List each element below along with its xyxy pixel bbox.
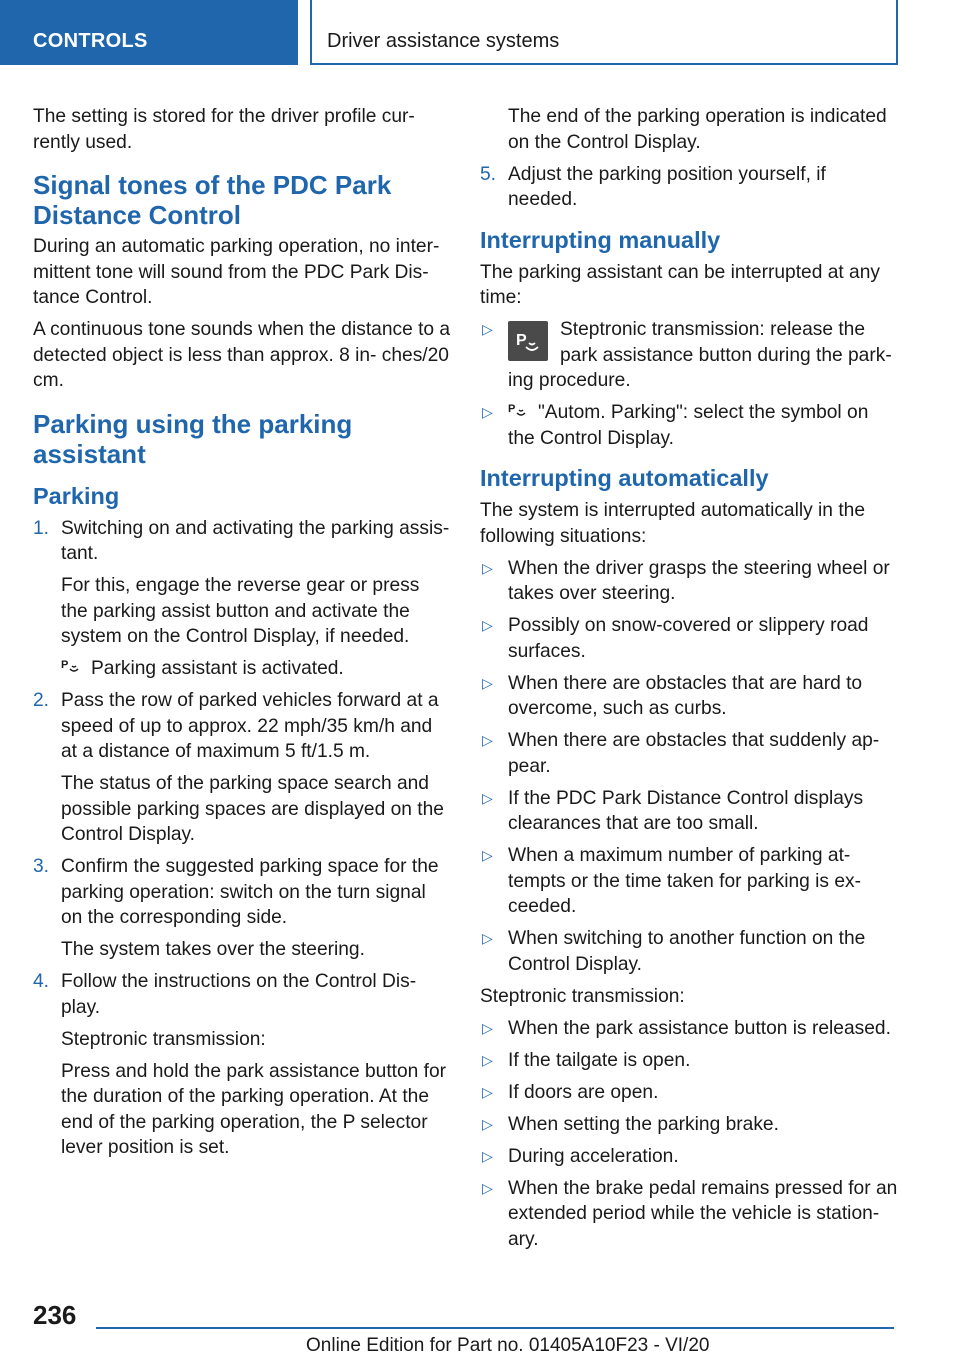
auto-item bbox=[480, 671, 900, 722]
parking-assistant-icon bbox=[61, 657, 83, 677]
bullet-triangle-icon: ▷ bbox=[482, 404, 493, 420]
bullet-triangle-icon: ▷ bbox=[482, 617, 493, 633]
auto-item-text: Possibly on snow-covered or slippery road surfaces. bbox=[508, 615, 869, 662]
step-number: 4. bbox=[33, 971, 50, 992]
step-text: Pass the row of parked vehicles forward at a speed of up to approx. 22 mph/35 km/h and at a distance of maximum 5 ft/1.5 m. bbox=[61, 690, 439, 762]
step-3-detail: The system takes over the steering. bbox=[61, 939, 365, 960]
step-5 bbox=[480, 162, 900, 213]
steptronic-item bbox=[480, 1112, 900, 1138]
auto-item bbox=[480, 926, 900, 977]
step-2-detail: The status of the parking space search and possible parking spaces are displayed on the Control Display. bbox=[61, 773, 444, 845]
steptronic-item-text: If doors are open. bbox=[508, 1081, 659, 1103]
bullet-triangle-icon: ▷ bbox=[482, 847, 493, 863]
heading-parking: Parking bbox=[33, 482, 120, 509]
intro-text: The setting is stored for the driver profile cur- rently used. bbox=[33, 106, 415, 153]
auto-item bbox=[480, 556, 900, 607]
bullet-triangle-icon: ▷ bbox=[482, 1115, 493, 1132]
heading-parking-assistant: Parking using the parking assistant bbox=[33, 408, 353, 469]
auto-item bbox=[480, 843, 900, 920]
step-4 bbox=[33, 969, 451, 1020]
steptronic-item bbox=[480, 1048, 900, 1074]
bullet-triangle-icon: ▷ bbox=[482, 1083, 493, 1100]
step-2 bbox=[33, 688, 451, 765]
park-assistance-button-icon bbox=[508, 321, 548, 361]
step-number: 1. bbox=[33, 517, 50, 539]
bullet-triangle-icon: ▷ bbox=[482, 321, 493, 337]
step-1-icon-line bbox=[33, 656, 451, 682]
section-tab bbox=[0, 0, 298, 65]
bullet-triangle-icon: ▷ bbox=[482, 1179, 493, 1196]
manual-item-text: Steptronic transmission: release the park assistance button during the park- ing procedure. bbox=[508, 319, 892, 391]
step-4-detail-1: Steptronic transmission: bbox=[61, 1028, 266, 1050]
step-3 bbox=[33, 854, 451, 931]
bullet-triangle-icon: ▷ bbox=[482, 1051, 493, 1068]
bullet-triangle-icon: ▷ bbox=[482, 1147, 493, 1164]
steptronic-item bbox=[480, 1176, 900, 1253]
steptronic-item-text: When setting the parking brake. bbox=[508, 1113, 779, 1135]
step-number: 2. bbox=[33, 690, 50, 711]
page-number: 236 bbox=[33, 1300, 77, 1330]
step-text: Switching on and activating the parking assis- tant. bbox=[61, 517, 450, 564]
bullet-triangle-icon: ▷ bbox=[482, 674, 493, 691]
manual-item-text: "Autom. Parking": select the symbol on the Control Display. bbox=[508, 402, 869, 449]
steptronic-item bbox=[480, 1016, 900, 1042]
icon-caption: Parking assistant is activated. bbox=[91, 658, 344, 679]
auto-item bbox=[480, 728, 900, 779]
auto-item-text: When there are obstacles that suddenly ap- pear. bbox=[508, 730, 880, 777]
step-text: Confirm the suggested parking space for the parking operation: switch on the turn signal on the corresponding side. bbox=[61, 856, 439, 928]
step-text: Follow the instructions on the Control Dis- play. bbox=[61, 971, 417, 1018]
heading-interrupting-manually: Interrupting manually bbox=[480, 226, 721, 253]
steptronic-item bbox=[480, 1144, 900, 1170]
steptronic-item-text: If the tailgate is open. bbox=[508, 1049, 691, 1071]
footer-divider bbox=[96, 1327, 894, 1329]
heading-signal-tones: Signal tones of the PDC Park Distance Control bbox=[33, 170, 392, 230]
step-4-end-text: The end of the parking operation is indicated on the Control Display. bbox=[508, 106, 887, 153]
signal-paragraph-1: During an automatic parking operation, no inter- mittent tone will sound from the PDC Park Dis- tance Control. bbox=[33, 236, 440, 308]
svg-text:P: P bbox=[508, 403, 516, 415]
signal-paragraph-2: A continuous tone sounds when the distance to a detected object is less than approx. 8 in- ches/20 cm. bbox=[33, 319, 451, 391]
auto-item bbox=[480, 786, 900, 837]
edition-text: Online Edition for Part no. 01405A10F23 - VI/20 bbox=[306, 1335, 710, 1356]
step-1 bbox=[33, 516, 451, 567]
bullet-triangle-icon: ▷ bbox=[482, 732, 493, 748]
heading-interrupting-automatically: Interrupting automatically bbox=[480, 465, 769, 491]
step-1-detail: For this, engage the reverse gear or press the parking assist button and activate the system on the Control Display, if needed. bbox=[61, 575, 420, 647]
manual-paragraph: The parking assistant can be interrupted at any time: bbox=[480, 261, 880, 308]
bullet-triangle-icon: ▷ bbox=[482, 559, 493, 576]
chapter-tab bbox=[310, 0, 898, 65]
auto-item bbox=[480, 613, 900, 664]
steptronic-item-text: During acceleration. bbox=[508, 1145, 679, 1167]
auto-item-text: When the driver grasps the steering wheel or takes over steering. bbox=[508, 557, 890, 604]
steptronic-item bbox=[480, 1080, 900, 1106]
section-title: CONTROLS bbox=[33, 30, 148, 52]
svg-text:P: P bbox=[516, 332, 527, 349]
bullet-triangle-icon: ▷ bbox=[482, 1019, 493, 1036]
steptronic-item-text: When the brake pedal remains pressed for an extended period while the vehicle is station- ary. bbox=[508, 1177, 898, 1250]
auto-item-text: When there are obstacles that are hard to overcome, such as curbs. bbox=[508, 672, 863, 719]
step-number: 5. bbox=[480, 163, 497, 185]
step-text: Adjust the parking position yourself, if needed. bbox=[508, 163, 826, 210]
bullet-triangle-icon: ▷ bbox=[482, 930, 493, 946]
left-column bbox=[33, 104, 451, 1167]
svg-text:P: P bbox=[61, 659, 69, 671]
step-4-detail-2: Press and hold the park assistance button for the duration of the parking operation. At the end of the parking operation, the P selector lever position is set. bbox=[61, 1060, 447, 1158]
manual-item-1 bbox=[480, 317, 900, 394]
steptronic-item-text: When the park assistance button is released. bbox=[508, 1017, 891, 1039]
auto-item-text: When switching to another function on the Control Display. bbox=[508, 928, 866, 975]
right-column bbox=[480, 104, 900, 1259]
bullet-triangle-icon: ▷ bbox=[482, 789, 493, 806]
auto-item-text: If the PDC Park Distance Control displays clearances that are too small. bbox=[508, 787, 864, 834]
manual-item-2 bbox=[480, 400, 900, 451]
chapter-title: Driver assistance systems bbox=[327, 30, 560, 52]
autom-parking-icon bbox=[508, 401, 530, 421]
auto-item-text: When a maximum number of parking at- tempts or the time taken for parking is ex- ceeded. bbox=[508, 845, 861, 917]
steptronic-label: Steptronic transmission: bbox=[480, 985, 685, 1007]
step-number: 3. bbox=[33, 856, 50, 877]
auto-paragraph: The system is interrupted automatically in the following situations: bbox=[480, 500, 865, 547]
